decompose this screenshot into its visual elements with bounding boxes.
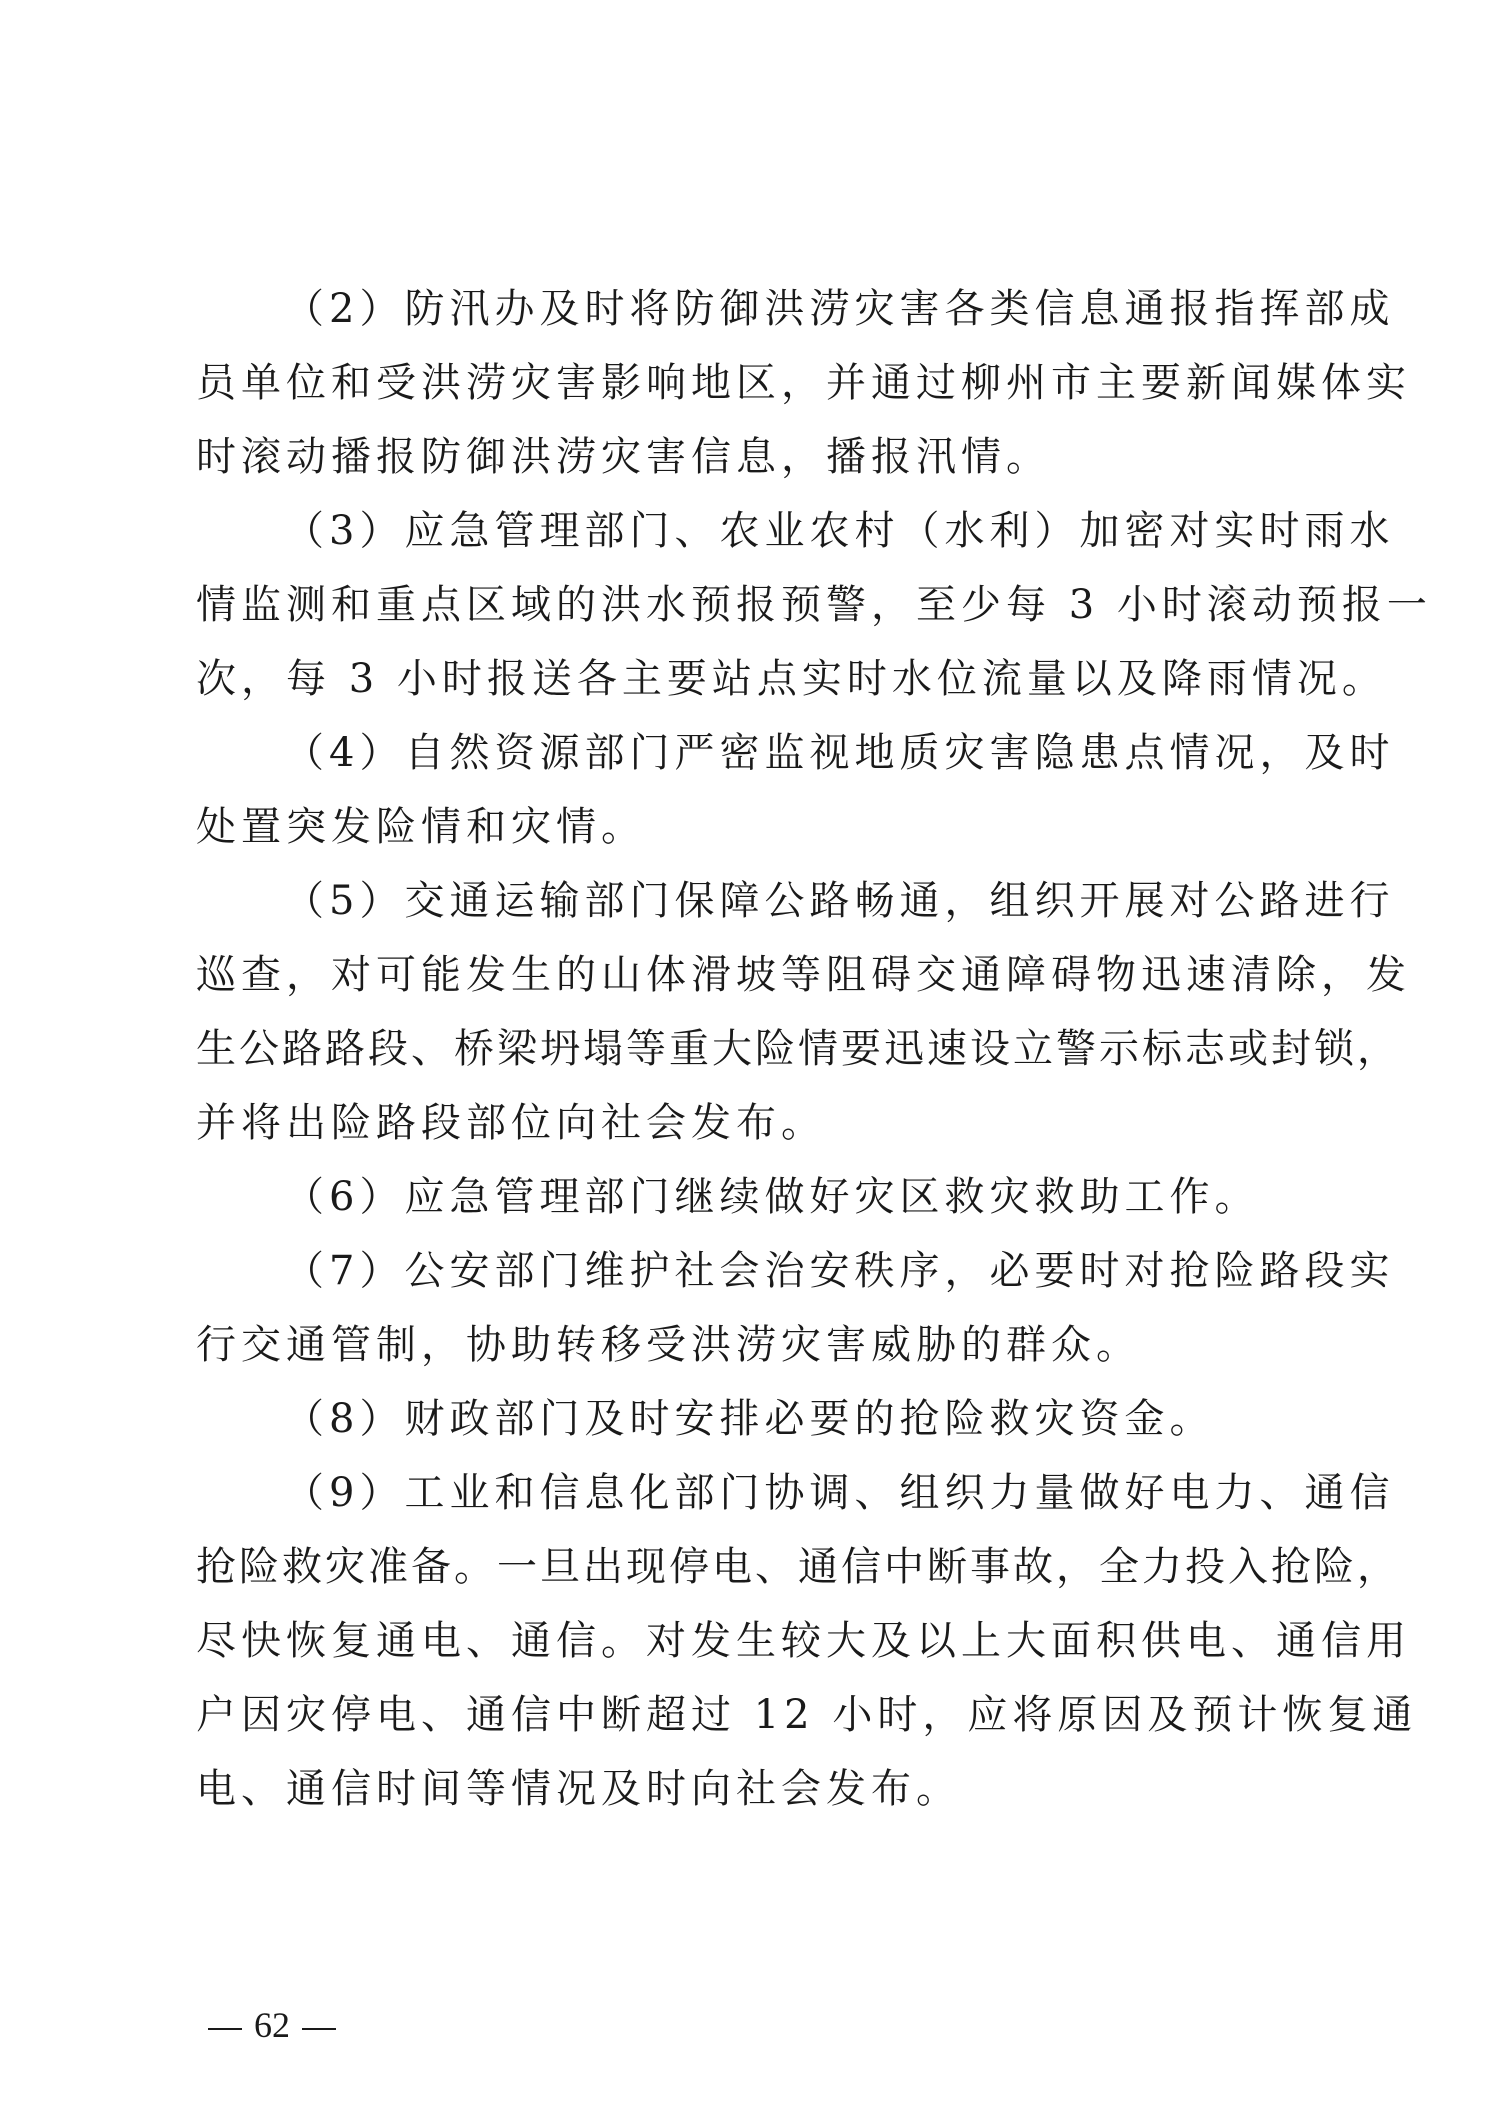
paragraph-line: 生公路路段、桥梁坍塌等重大险情要迅速设立警示标志或封锁，: [196, 1026, 1400, 1072]
page-number: 62: [254, 2005, 290, 2045]
paragraph-7: [196, 1234, 1395, 1382]
paragraph-line: 时滚动播报防御洪涝灾害信息，播报汛情。: [196, 434, 1051, 480]
paragraph-line: （6）应急管理部门继续做好灾区救灾救助工作。: [284, 1174, 1260, 1220]
page-footer: [196, 2000, 348, 2050]
paragraph-4: [196, 716, 1395, 864]
paragraph-line: （5）交通运输部门保障公路畅通，组织开展对公路进行: [284, 878, 1395, 924]
body-text: [196, 272, 1432, 1826]
paragraph-6: [196, 1160, 1306, 1234]
paragraph-8: [196, 1382, 1306, 1456]
paragraph-5: [196, 864, 1411, 1160]
paragraph-9: [196, 1456, 1418, 1826]
paragraph-line: （8）财政部门及时安排必要的抢险救灾资金。: [284, 1396, 1215, 1442]
paragraph-line: （9）工业和信息化部门协调、组织力量做好电力、通信: [284, 1470, 1395, 1516]
paragraph-line: 户因灾停电、通信中断超过 12 小时，应将原因及预计恢复通: [196, 1692, 1418, 1738]
paragraph-line: （7）公安部门维护社会治安秩序，必要时对抢险路段实: [284, 1248, 1395, 1294]
paragraph-3: [196, 494, 1432, 716]
paragraph-line: 情监测和重点区域的洪水预报预警，至少每 3 小时滚动预报一: [196, 582, 1432, 628]
paragraph-line: （4）自然资源部门严密监视地质灾害隐患点情况，及时: [284, 730, 1395, 776]
paragraph-line: 电、通信时间等情况及时向社会发布。: [196, 1766, 961, 1812]
paragraph-line: （3）应急管理部门、农业农村（水利）加密对实时雨水: [284, 508, 1395, 554]
dash-right-icon: [302, 2028, 336, 2030]
paragraph-line: 行交通管制，协助转移受洪涝灾害威胁的群众。: [196, 1322, 1141, 1368]
paragraph-line: 抢险救灾准备。一旦出现停电、通信中断事故，全力投入抢险，: [196, 1544, 1400, 1590]
paragraph-line: （2）防汛办及时将防御洪涝灾害各类信息通报指挥部成: [284, 286, 1395, 332]
paragraph-2: [196, 272, 1411, 494]
paragraph-line: 员单位和受洪涝灾害影响地区，并通过柳州市主要新闻媒体实: [196, 360, 1411, 406]
paragraph-line: 巡查，对可能发生的山体滑坡等阻碍交通障碍物迅速清除，发: [196, 952, 1411, 998]
paragraph-line: 次，每 3 小时报送各主要站点实时水位流量以及降雨情况。: [196, 656, 1387, 702]
paragraph-line: 处置突发险情和灾情。: [196, 804, 646, 850]
dash-left-icon: [208, 2028, 242, 2030]
paragraph-line: 尽快恢复通电、通信。对发生较大及以上大面积供电、通信用: [196, 1618, 1411, 1664]
paragraph-line: 并将出险路段部位向社会发布。: [196, 1100, 826, 1146]
